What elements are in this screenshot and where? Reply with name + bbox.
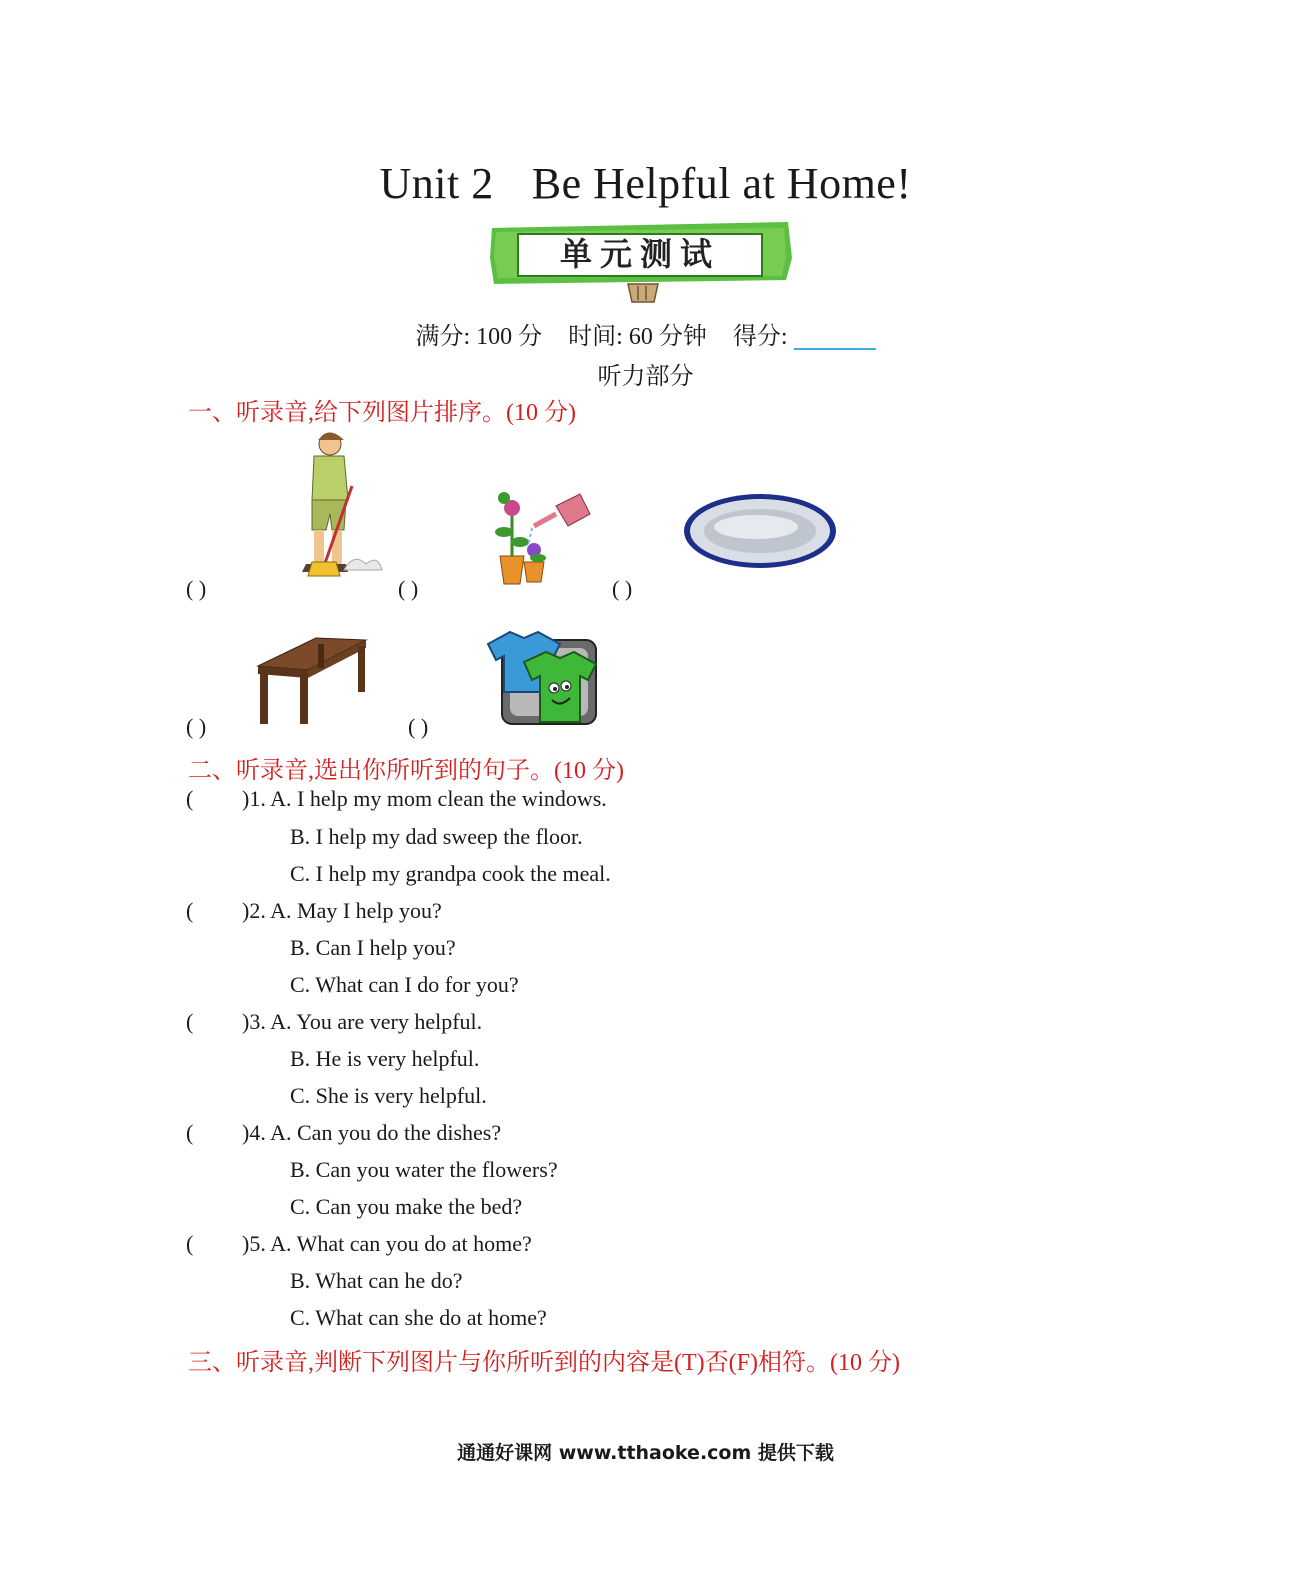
- part-label: 听力部分: [597, 364, 694, 390]
- answer-paren-4[interactable]: ( ): [186, 714, 207, 739]
- question-1: ( )1. A. I help my mom clean the windows.: [186, 786, 607, 811]
- score-blank[interactable]: [794, 326, 876, 350]
- q3-option-b: B. He is very helpful.: [290, 1046, 480, 1071]
- table-icon: [256, 636, 370, 726]
- unit-label: Unit 2: [379, 159, 494, 208]
- unit-name: Be Helpful at Home!: [531, 159, 912, 208]
- question-5: ( )5. A. What can you do at home?: [186, 1231, 532, 1256]
- boy-sweeping-icon: [282, 430, 392, 580]
- clothes-icon: [484, 626, 606, 728]
- score-info: [0, 316, 1291, 351]
- section2-heading: 二、听录音,选出你所听到的句子。(10 分): [188, 758, 624, 784]
- q2-option-b: B. Can I help you?: [290, 935, 456, 960]
- watering-flowers-icon: [490, 486, 598, 586]
- option-a: A. What can you do at home?: [270, 1231, 532, 1256]
- option-a: A. You are very helpful.: [270, 1009, 483, 1034]
- full-score: 满分: 100 分: [415, 324, 543, 350]
- plate-icon: [682, 492, 838, 570]
- q5-option-b: B. What can he do?: [290, 1268, 463, 1293]
- section3-heading: 三、听录音,判断下列图片与你所听到的内容是(T)否(F)相符。(10 分): [188, 1350, 900, 1376]
- question-4: ( )4. A. Can you do the dishes?: [186, 1120, 502, 1145]
- score-label: 得分:: [732, 324, 788, 350]
- page-title: [0, 158, 1291, 209]
- question-3: ( )3. A. You are very helpful.: [186, 1009, 483, 1034]
- answer-paren-5[interactable]: ( ): [408, 714, 429, 739]
- answer-paren-2[interactable]: ( ): [398, 576, 419, 601]
- answer-paren[interactable]: (: [186, 786, 194, 811]
- q3-option-c: C. She is very helpful.: [290, 1083, 487, 1108]
- q4-option-b: B. Can you water the flowers?: [290, 1157, 558, 1182]
- section1-heading: 一、听录音,给下列图片排序。(10 分): [188, 400, 576, 426]
- answer-paren[interactable]: (: [186, 1120, 194, 1145]
- q5-option-c: C. What can she do at home?: [290, 1305, 547, 1330]
- banner-text: 单元测试: [559, 235, 721, 273]
- time-limit: 时间: 60 分钟: [568, 324, 707, 350]
- option-a: A. I help my mom clean the windows.: [270, 786, 607, 811]
- q4-option-c: C. Can you make the bed?: [290, 1194, 523, 1219]
- option-a: A. May I help you?: [270, 898, 442, 923]
- q1-option-b: B. I help my dad sweep the floor.: [290, 824, 583, 849]
- footer-credit: 通通好课网 www.tthaoke.com 提供下载: [457, 1442, 834, 1464]
- answer-paren[interactable]: (: [186, 1009, 194, 1034]
- q1-option-c: C. I help my grandpa cook the meal.: [290, 861, 611, 886]
- answer-paren-1[interactable]: ( ): [186, 576, 207, 601]
- answer-paren-3[interactable]: ( ): [612, 576, 633, 601]
- answer-paren[interactable]: (: [186, 1231, 194, 1256]
- answer-paren[interactable]: (: [186, 898, 194, 923]
- option-a: A. Can you do the dishes?: [270, 1120, 502, 1145]
- question-2: ( )2. A. May I help you?: [186, 898, 442, 923]
- unit-test-banner: [488, 218, 798, 306]
- q2-option-c: C. What can I do for you?: [290, 972, 519, 997]
